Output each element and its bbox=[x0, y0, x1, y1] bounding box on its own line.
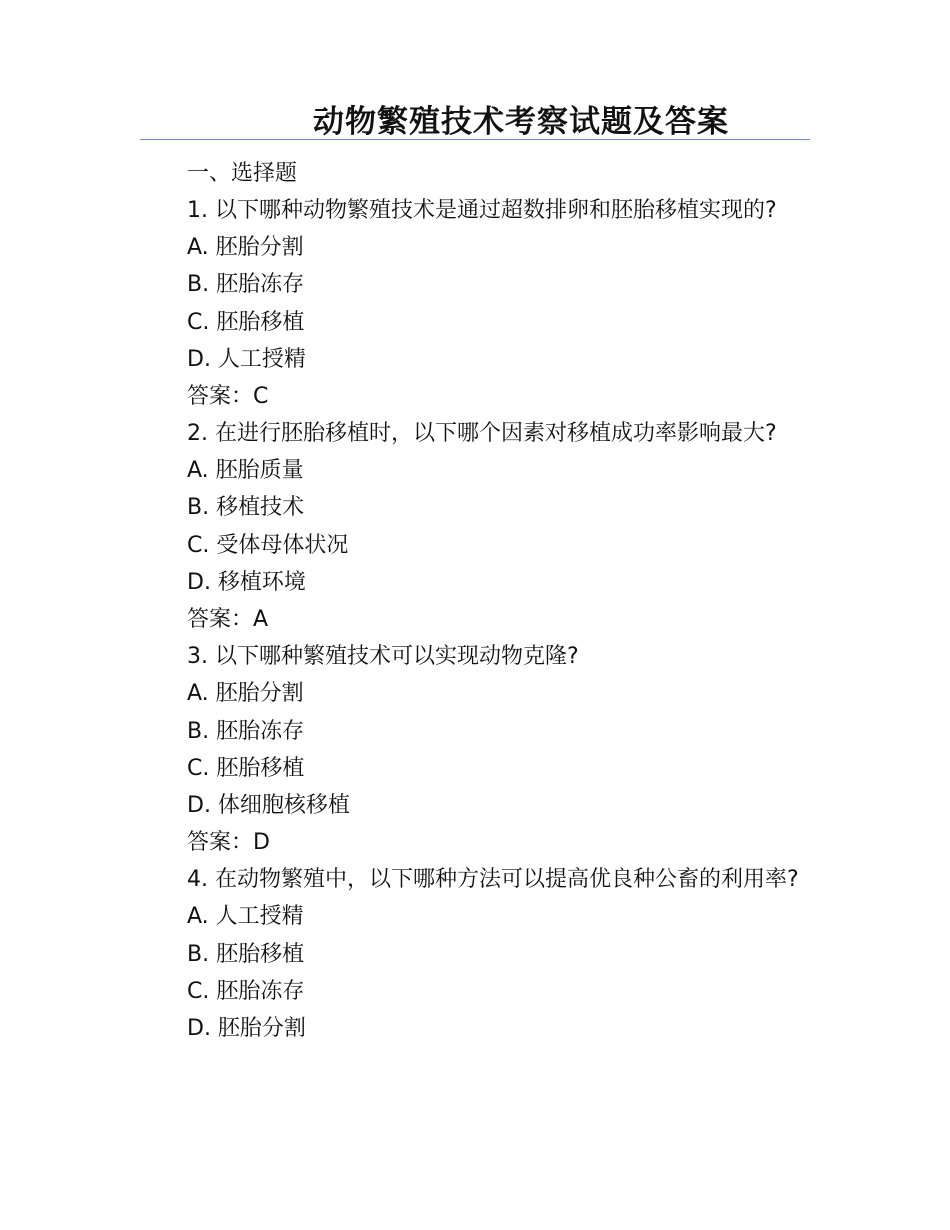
option-c: C. 胚胎移植 bbox=[187, 309, 305, 335]
question-text: 1. 以下哪种动物繁殖技术是通过超数排卵和胚胎移植实现的? bbox=[187, 198, 777, 224]
question-text: 3. 以下哪种繁殖技术可以实现动物克隆? bbox=[187, 644, 579, 670]
option-a: A. 胚胎分割 bbox=[187, 235, 304, 261]
document-title: 动物繁殖技术考察试题及答案 bbox=[313, 104, 729, 140]
section-heading: 一、选择题 bbox=[187, 161, 298, 186]
option-d: D. 人工授精 bbox=[187, 346, 306, 372]
option-c: C. 胚胎移植 bbox=[187, 755, 305, 781]
option-d: D. 体细胞核移植 bbox=[187, 793, 350, 819]
question-block bbox=[140, 415, 810, 638]
answer-line: 答案：A bbox=[187, 607, 269, 633]
option-a: A. 胚胎质量 bbox=[187, 458, 304, 484]
question-text: 4. 在动物繁殖中，以下哪种方法可以提高优良种公畜的利用率? bbox=[187, 867, 799, 893]
answer-line: 答案：C bbox=[187, 384, 269, 410]
option-c: C. 受体母体状况 bbox=[187, 532, 349, 558]
option-b: B. 移植技术 bbox=[187, 495, 305, 521]
question-block bbox=[140, 638, 810, 861]
title-underline bbox=[140, 139, 810, 140]
question-text: 2. 在进行胚胎移植时，以下哪个因素对移植成功率影响最大? bbox=[187, 421, 777, 447]
option-b: B. 胚胎冻存 bbox=[187, 718, 305, 744]
option-a: A. 人工授精 bbox=[187, 904, 304, 930]
question-block bbox=[140, 861, 810, 1047]
option-d: D. 移植环境 bbox=[187, 569, 306, 595]
answer-line: 答案：D bbox=[187, 830, 270, 856]
option-b: B. 胚胎冻存 bbox=[187, 272, 305, 298]
option-b: B. 胚胎移植 bbox=[187, 941, 305, 967]
question-block bbox=[140, 192, 810, 415]
document-body bbox=[140, 155, 810, 1047]
option-c: C. 胚胎冻存 bbox=[187, 978, 305, 1004]
option-a: A. 胚胎分割 bbox=[187, 681, 304, 707]
option-d: D. 胚胎分割 bbox=[187, 1016, 306, 1042]
